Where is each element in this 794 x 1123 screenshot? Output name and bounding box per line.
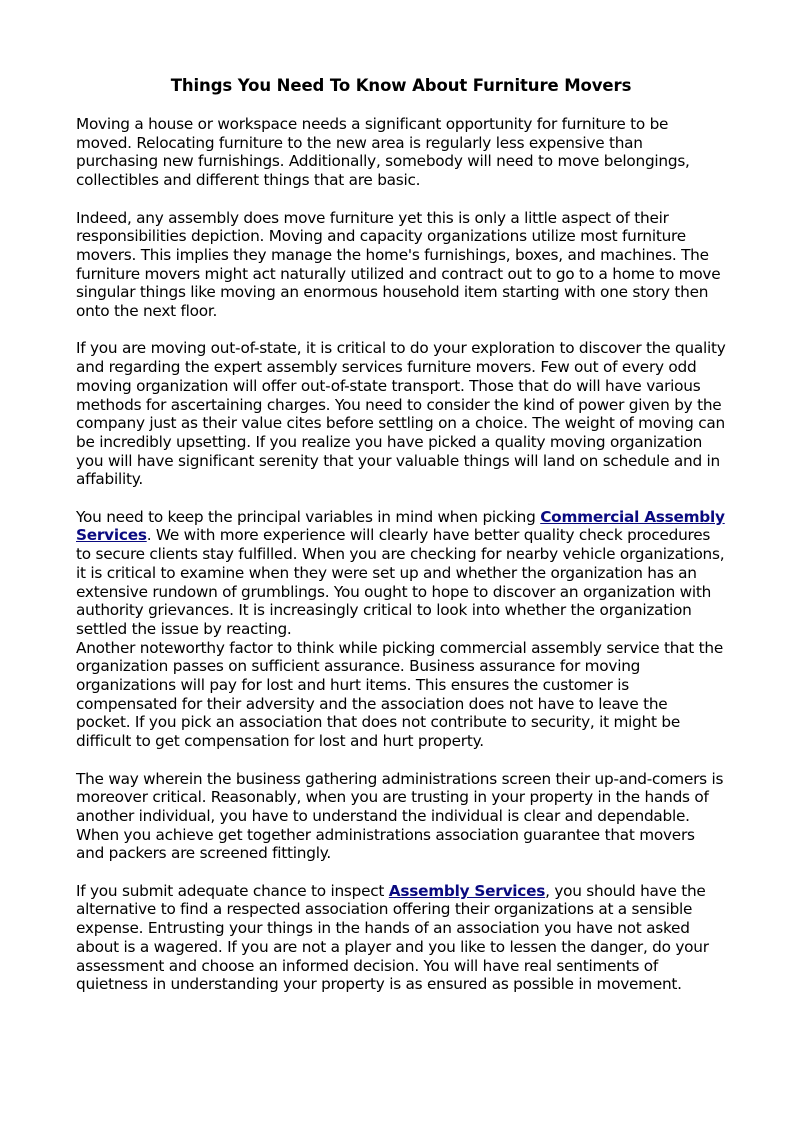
assembly-services-link[interactable]: Assembly Services — [388, 881, 546, 900]
paragraph-assurance: Another noteworthy factor to think while picking commercial assembly service that the organization passes on sufficient assurance. Business assurance for moving organizations will pay for lost and hurt items. This ensures the customer is compensated for their adversity and the association does not have to leave the pocket. If you pick an association that does not contribute to security, it might be difficult to get compensation for lost and hurt property. — [76, 638, 724, 751]
paragraph-text: , you should have the alternative to find a respected association offering their organizations at a sensible expense. Entrusting your things in the hands of an association you have not asked about is a wagered. If you are not a player and you like to lessen the danger, do your assessment and choose an informed decision. You will have real sentiments of quietness in understanding your property is as ensured as possible in movement. — [76, 881, 709, 994]
paragraph-out-of-state: If you are moving out-of-state, it is critical to do your exploration to discover the quality and regarding the expert assembly services furniture movers. Few out of every odd moving organization will offer out-of-state transport. Those that do will have various methods for ascertaining charges. You need to consider the kind of power given by the company just as their value cites before settling on a choice. The weight of moving can be incredibly upsetting. If you realize you have picked a quality moving organization you will have significant serenity that your valuable things will land on schedule and in affability. — [76, 339, 726, 489]
commercial-assembly-services-link[interactable]: Commercial Assembly Services — [76, 507, 725, 545]
paragraph-assembly-role: Indeed, any assembly does move furniture yet this is only a little aspect of their responsibilities depiction. Moving and capacity organizations utilize most furniture movers. This implies they manage the home's furnishings, boxes, and machines. The furniture movers might act naturally utilized and contract out to go to a home to move singular things like moving an enormous household item starting with one story then onto the next floor. — [76, 208, 721, 321]
paragraph-intro: Moving a house or workspace needs a significant opportunity for furniture to be moved. Relocating furniture to the new area is regularly less expensive than purchasing new furnishings. Additionally, somebody will need to move belongings, collectibles and different things that are basic. — [76, 115, 690, 190]
paragraph-principal-variables — [76, 508, 726, 639]
paragraph-text: . We with more experience will clearly have better quality check procedures to secure clients stay fulfilled. When you are checking for nearby vehicle organizations, it is critical to examine when they were set up and whether the organization has an extensive rundown of grumblings. You ought to hope to discover an organization with authority grievances. It is increasingly critical to look into whether the organization settled the issue by reacting. — [76, 526, 725, 638]
document-page — [76, 76, 726, 1013]
paragraph-inspect — [76, 882, 726, 994]
paragraph-screening: The way wherein the business gathering administrations screen their up-and-comers is moreover critical. Reasonably, when you are trusting in your property in the hands of another individual, you have to understand the individual is clear and dependable. When you achieve get together administrations association guarantee that movers and packers are screened fittingly. — [76, 769, 724, 863]
paragraph-text: If you submit adequate chance to inspect — [76, 881, 389, 900]
paragraph-text: You need to keep the principal variables in mind when picking — [76, 507, 541, 526]
document-title: Things You Need To Know About Furniture Movers — [170, 76, 632, 95]
